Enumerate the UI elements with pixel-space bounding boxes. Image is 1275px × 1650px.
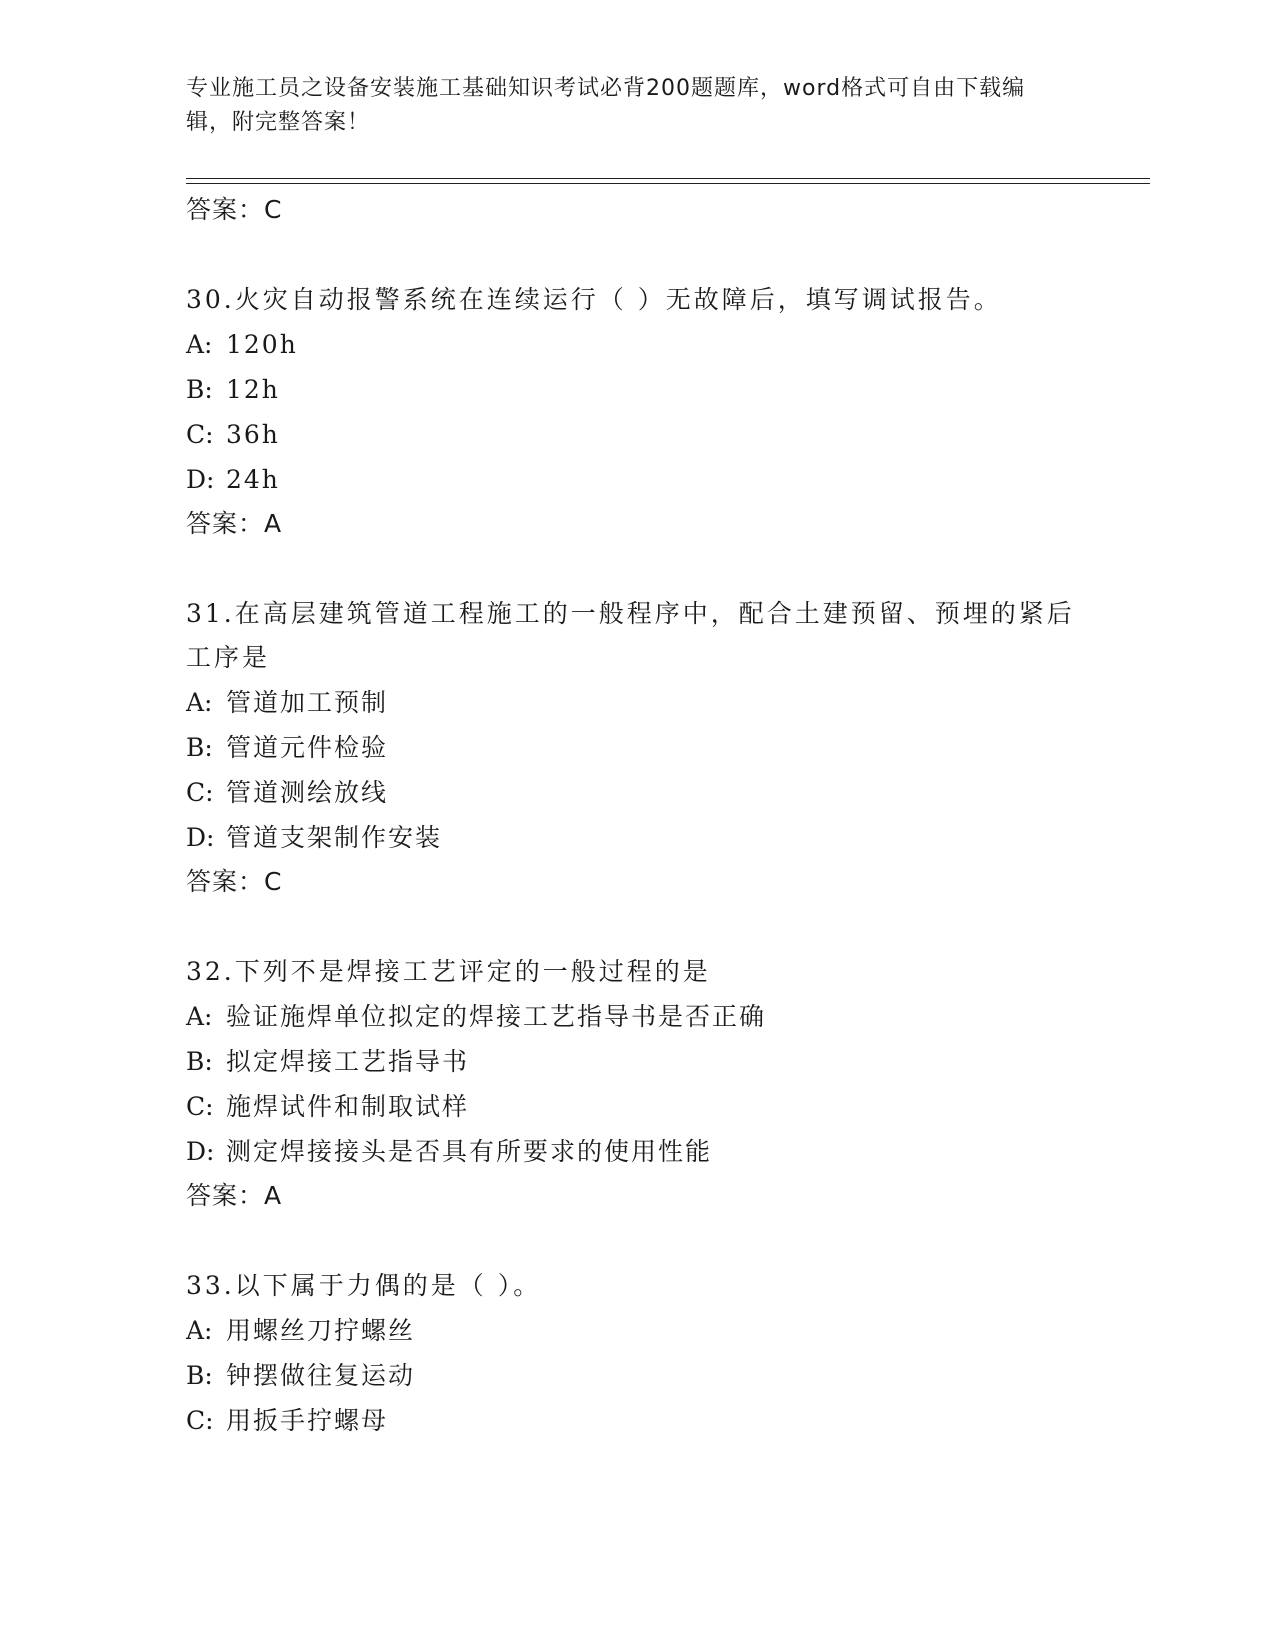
option-letter: A: [186, 1316, 213, 1345]
option-letter: D: [186, 1137, 215, 1166]
option-b [186, 1039, 1086, 1084]
option-text: 管道元件检验 [226, 733, 389, 762]
question-text: 33.以下属于力偶的是（ ）。 [186, 1271, 542, 1300]
option-letter: C: [186, 778, 214, 807]
document-content [186, 188, 1086, 1443]
question-32 [186, 950, 1086, 1218]
question-text: 32.下列不是焊接工艺评定的一般过程的是 [186, 957, 711, 986]
option-letter: A: [186, 330, 213, 359]
option-text: 12h [226, 375, 280, 404]
question-text: 31.在高层建筑管道工程施工的一般程序中，配合土建预留、预埋的紧后工序是 [186, 599, 1075, 672]
header-divider-bottom [186, 183, 1150, 184]
option-letter: B: [186, 1361, 213, 1390]
option-text: 管道测绘放线 [226, 778, 389, 807]
answer: 答案：A [186, 509, 283, 538]
question-30 [186, 278, 1086, 546]
option-text: 钟摆做往复运动 [226, 1361, 416, 1390]
option-text: 验证施焊单位拟定的焊接工艺指导书是否正确 [226, 1002, 767, 1031]
option-c [186, 770, 1086, 815]
option-b [186, 725, 1086, 770]
option-a [186, 994, 1086, 1039]
option-letter: B: [186, 733, 213, 762]
option-letter: A: [186, 688, 213, 717]
option-b [186, 1353, 1086, 1398]
option-letter: C: [186, 1406, 214, 1435]
option-b [186, 367, 1086, 412]
question-text: 30.火灾自动报警系统在连续运行（ ）无故障后，填写调试报告。 [186, 285, 1002, 314]
option-a [186, 1308, 1086, 1353]
option-c [186, 412, 1086, 457]
answer: 答案：C [186, 867, 283, 896]
question-31 [186, 592, 1086, 904]
option-c [186, 1084, 1086, 1129]
previous-answer: 答案：C [186, 195, 283, 224]
question-33 [186, 1264, 1086, 1443]
document-header: 专业施工员之设备安装施工基础知识考试必背200题题库，word格式可自由下载编辑，附完整答案！ [186, 76, 1026, 135]
option-a [186, 322, 1086, 367]
option-text: 管道加工预制 [226, 688, 389, 717]
option-a [186, 680, 1086, 725]
option-d [186, 1129, 1086, 1174]
option-d [186, 457, 1086, 502]
option-letter: D: [186, 823, 215, 852]
option-letter: C: [186, 420, 214, 449]
answer: 答案：A [186, 1181, 283, 1210]
option-letter: B: [186, 375, 213, 404]
option-c [186, 1398, 1086, 1443]
option-text: 测定焊接接头是否具有所要求的使用性能 [226, 1137, 713, 1166]
option-text: 施焊试件和制取试样 [226, 1092, 470, 1121]
option-letter: B: [186, 1047, 213, 1076]
option-text: 24h [226, 465, 280, 494]
option-letter: D: [186, 465, 215, 494]
option-text: 36h [226, 420, 280, 449]
option-text: 用扳手拧螺母 [226, 1406, 389, 1435]
option-letter: A: [186, 1002, 213, 1031]
option-text: 用螺丝刀拧螺丝 [226, 1316, 416, 1345]
option-d [186, 815, 1086, 860]
option-letter: C: [186, 1092, 214, 1121]
option-text: 拟定焊接工艺指导书 [226, 1047, 470, 1076]
option-text: 管道支架制作安装 [226, 823, 443, 852]
header-divider-top [186, 178, 1150, 179]
option-text: 120h [226, 330, 298, 359]
